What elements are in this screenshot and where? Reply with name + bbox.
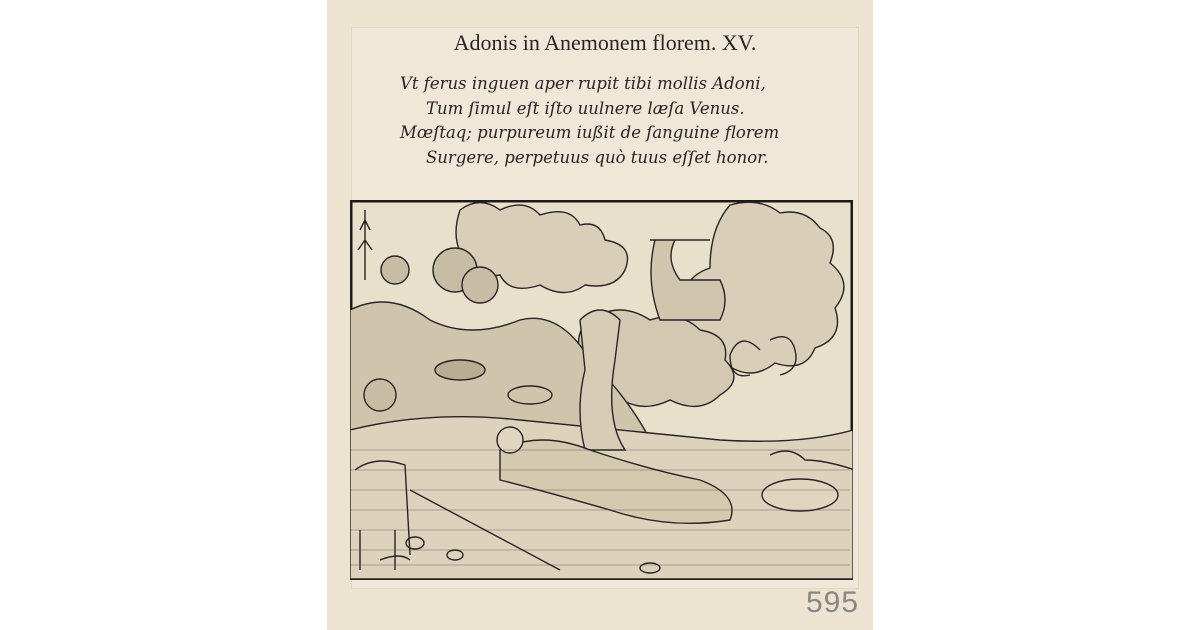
verse-line: Tum ſimul eſt iſto uulnere læſa Venus. — [426, 98, 745, 118]
emblem-title: Adonis in Anemonem florem. XV. — [453, 30, 757, 55]
woodcut-illustration — [350, 200, 853, 580]
verse-line: Mœſtaq; purpureum iußit de ſanguine florem — [400, 123, 780, 142]
folio-number: 595 — [806, 586, 860, 619]
emblem-verse — [352, 72, 858, 170]
verse-line: Surgere, perpetuus quò tuus eſſet honor. — [426, 147, 769, 167]
verse-line: Vt ferus inguen aper rupit tibi mollis Adoni, — [400, 74, 766, 93]
